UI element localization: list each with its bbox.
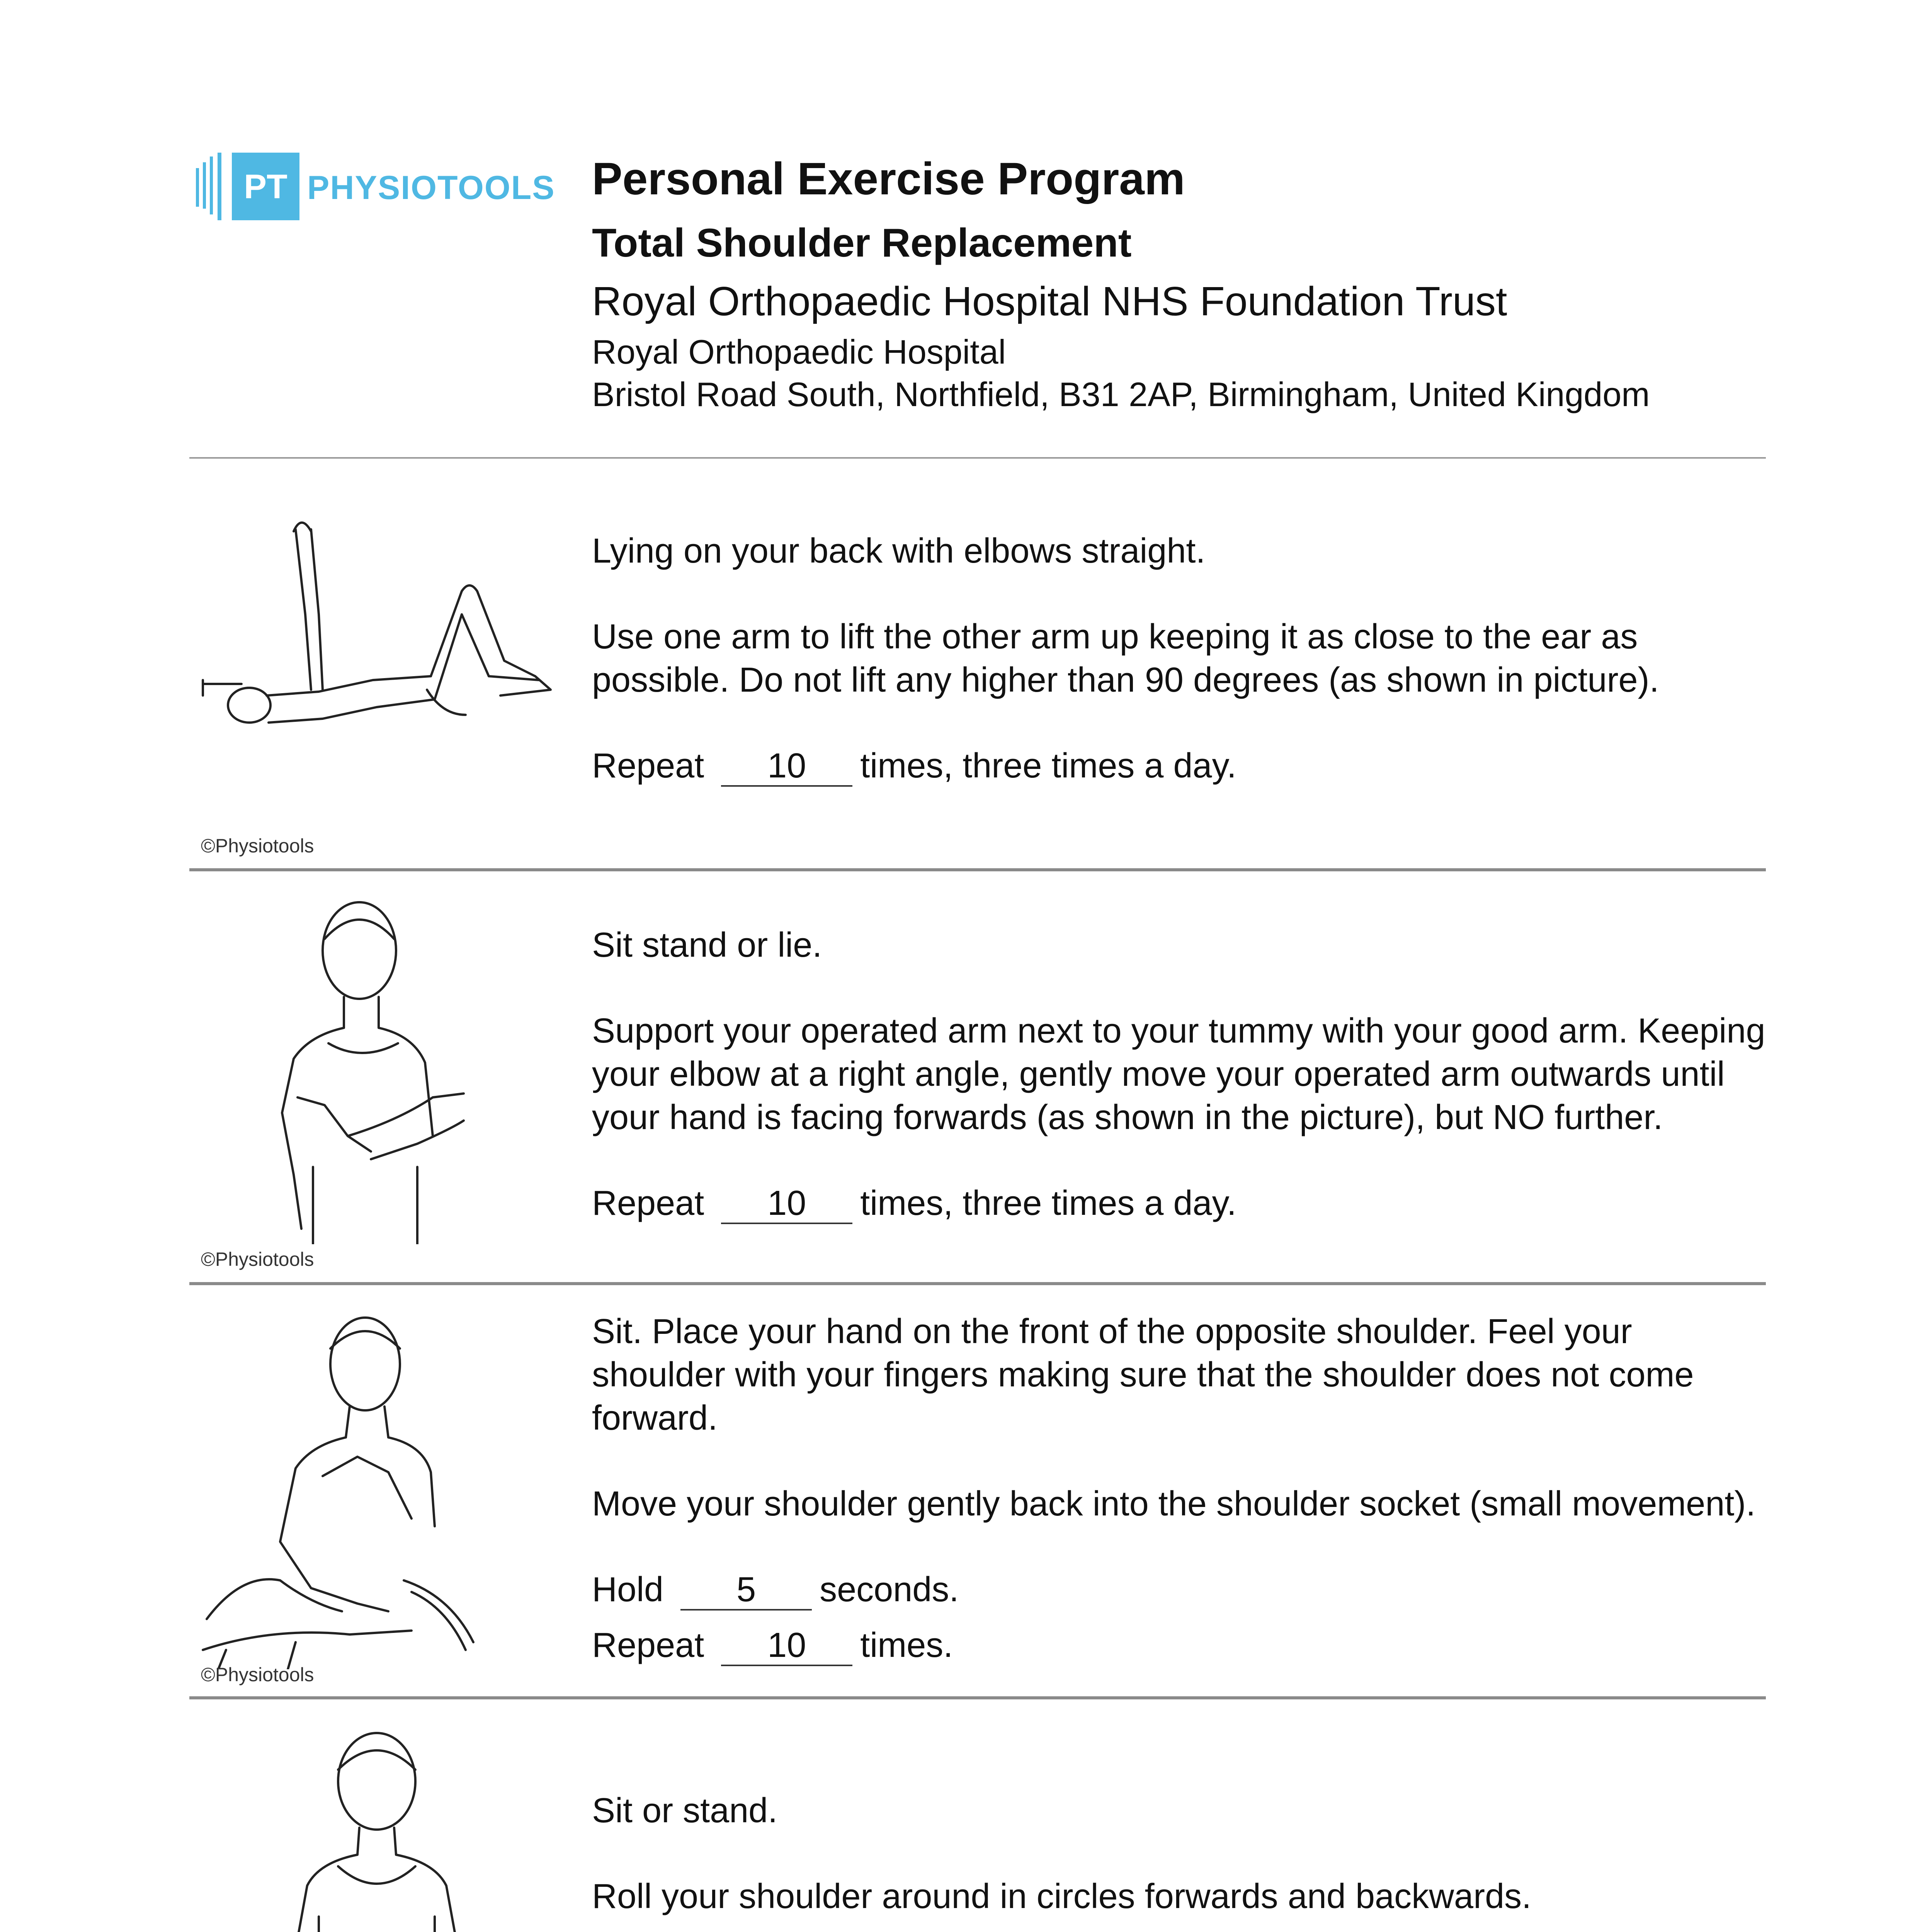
exercise-4-text <box>592 1789 1770 1932</box>
exercise-instruction: Move your shoulder gently back into the shoulder socket (small movement). <box>592 1485 1756 1523</box>
repeat-row <box>592 1624 1770 1667</box>
copyright-label: ©Physiotools <box>201 835 314 857</box>
exercise-position: Sit or stand. <box>592 1791 778 1830</box>
exercise-instruction: Roll your shoulder around in circles forwards and backwards. <box>592 1877 1532 1916</box>
hospital-name: Royal Orthopaedic Hospital <box>592 333 1006 371</box>
repeat-label: Repeat <box>592 1626 704 1665</box>
lying-arm-raise-illustration-icon <box>195 514 558 742</box>
hold-suffix: seconds. <box>820 1570 959 1609</box>
repeat-suffix: times, three times a day. <box>860 747 1236 785</box>
exercise-divider <box>189 868 1766 871</box>
copyright-label: ©Physiotools <box>201 1248 314 1270</box>
repeat-suffix: times, three times a day. <box>860 1184 1236 1223</box>
hospital-address: Bristol Road South, Northfield, B31 2AP, Birmingham, United Kingdom <box>592 375 1650 413</box>
repeat-label: Repeat <box>592 1184 704 1223</box>
exercise-position: Sit. Place your hand on the front of the opposite shoulder. Feel your shoulder with your fingers making sure that the shoulder does not come forward. <box>592 1312 1694 1437</box>
exercise-instruction: Support your operated arm next to your tummy with your good arm. Keeping your elbow at a right angle, gently move your operated arm outwards until your hand is facing forwards (as shown in the picture), but NO further. <box>592 1012 1765 1137</box>
hold-label: Hold <box>592 1570 664 1609</box>
exercise-position: Lying on your back with elbows straight. <box>592 532 1206 570</box>
logo-stripes-icon <box>195 153 230 220</box>
logo-badge-icon: PT <box>232 153 299 220</box>
repeat-value: 10 <box>721 1626 852 1666</box>
repeat-suffix: times. <box>860 1626 953 1665</box>
logo-wordmark: PHYSIOTOOLS <box>307 169 555 206</box>
exercise-1-text <box>592 529 1770 787</box>
exercise-2-text <box>592 923 1770 1225</box>
exercise-3-text <box>592 1310 1770 1667</box>
hold-row <box>592 1568 1770 1611</box>
seated-shoulder-hold-illustration-icon <box>195 1310 504 1669</box>
trust-name: Royal Orthopaedic Hospital NHS Foundation Trust <box>592 279 1507 324</box>
header-divider <box>189 457 1766 459</box>
repeat-value: 10 <box>721 747 852 787</box>
exercise-instruction: Use one arm to lift the other arm up keeping it as close to the ear as possible. Do not lift any higher than 90 degrees (as shown in picture). <box>592 617 1659 699</box>
copyright-label: ©Physiotools <box>201 1664 314 1685</box>
seated-external-rotation-illustration-icon <box>270 896 502 1244</box>
hold-value: 5 <box>680 1570 812 1611</box>
standing-shoulder-roll-illustration-icon <box>276 1723 493 1932</box>
exercise-divider <box>189 1282 1766 1285</box>
page-title: Personal Exercise Program <box>592 153 1185 204</box>
program-subtitle: Total Shoulder Replacement <box>592 221 1132 265</box>
exercise-divider <box>189 1696 1766 1699</box>
physiotools-logo <box>195 149 555 222</box>
repeat-label: Repeat <box>592 747 704 785</box>
repeat-row <box>592 1182 1770 1225</box>
exercise-position: Sit stand or lie. <box>592 926 822 964</box>
repeat-value: 10 <box>721 1184 852 1224</box>
repeat-row <box>592 744 1770 787</box>
